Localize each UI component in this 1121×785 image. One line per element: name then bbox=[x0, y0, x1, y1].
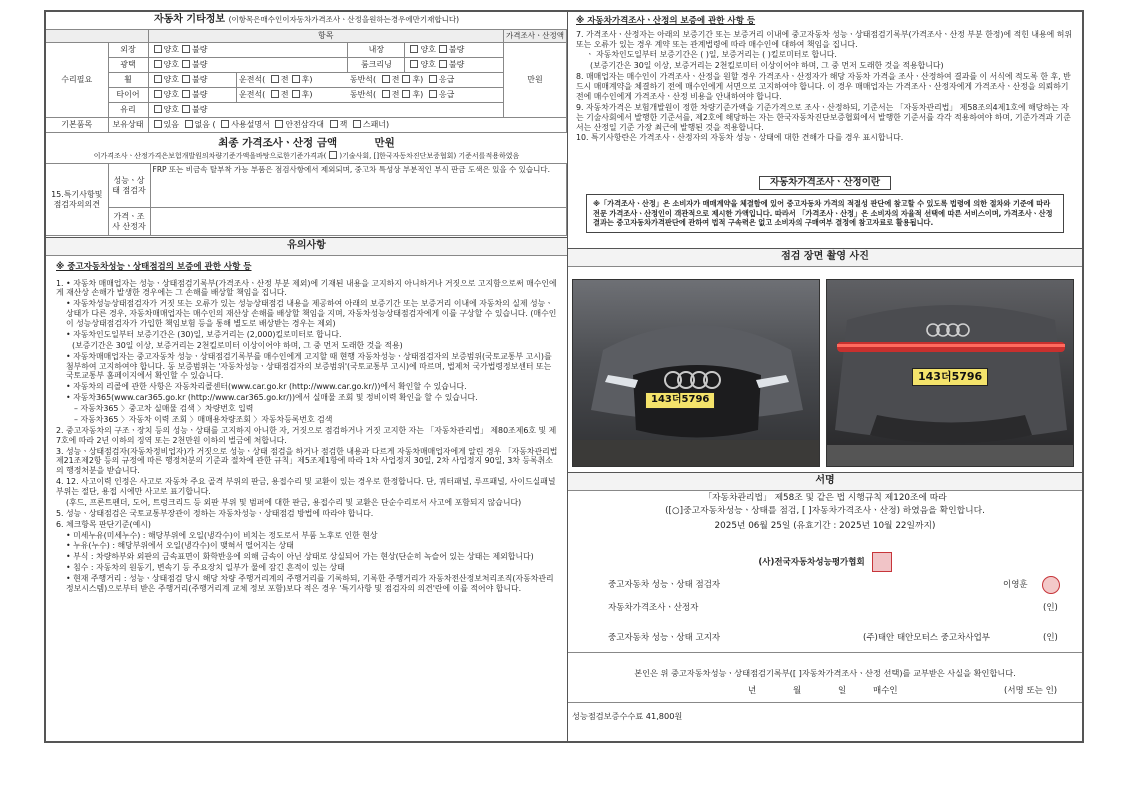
notice-item: 4. 12. 사고이력 인정은 사고로 자동차 주요 골격 부위의 판금, 용접수리 및 교환이 있는 경우로 한정합니다. 단, 쿼터패널, 루프패널, 사이드실패널 부위는 절단, 용접 시에만 사고로 표기합니다. bbox=[56, 477, 556, 496]
notice-item: • 미세누유(미세누수) : 해당부위에 오일(냉각수)이 비치는 정도로서 부품 노후로 인한 현상 bbox=[66, 530, 378, 540]
repair-needed-label: 수리필요 bbox=[46, 42, 108, 117]
wheel-driver-front-checkbox[interactable] bbox=[271, 75, 279, 83]
notice-item: • 누유(누수) : 해당부위에서 오일(냉각수)이 맺혀서 떨어지는 상태 bbox=[66, 541, 294, 551]
org-row bbox=[568, 552, 1082, 572]
wheel-good-checkbox[interactable] bbox=[154, 75, 162, 83]
notice-item: 6. 체크항목 판단기준(예시) bbox=[56, 519, 151, 529]
notice-item: • 자동차의 리콜에 관한 사항은 자동차리콜센터(www.car.go.kr (http://www.car.go.kr/))에서 확인할 수 있습니다. bbox=[66, 382, 467, 392]
interior-good-checkbox[interactable] bbox=[410, 45, 418, 53]
tire-good-checkbox[interactable] bbox=[154, 90, 162, 98]
guarantee-item: ㆍ 자동차인도일부터 보증기간은 ( )일, 보증거리는 ( )킬로미터로 합니다. bbox=[586, 50, 837, 60]
right-column: ※ 자동차가격조사ㆍ산정의 보증에 관한 사항 등 7. 가격조사ㆍ산정자는 아래의 보증기간 또는 보증거리 이내에 중고자동차 성능ㆍ상태점검기록부(가격조사ㆍ산정 부분 한정)에 적힌 내용에 허위 또는 오류가 있는 경우 계약 또는 관계법령에 따라 매수인에 대하여 책임을 집니다. ㆍ 자동차인도일부터 보증기간은 ( )일, 보증거리는 ( )킬로미터로 합니다. (보증기간은 30일 이상, 보증거리는 2천킬로미터 이상이어야 하며, 그 중 먼저 도래한 것을 적용합니다) 8. 매매업자는 매수인이 가격조사ㆍ산정을 원할 경우 가격조사ㆍ산정자가 해당 자동차 가격을 조사ㆍ산정하여 결과를 이 서식에 적도록 한 후, 반드시 매매계약을 체결하기 전에 매수인에게 서면으로 고지하여야 합니다. 이 경우 매매업자는 가격조사ㆍ산정자에게 가격조사ㆍ산정을 의뢰하기 전에 매수인에게 가격조사ㆍ산정 비용을 안내하여야 합니다. 9. 자동차가격은 보험개발원이 정한 차량기준가액을 기준가격으로 조사ㆍ산정하되, 기준서는 「자동차관리법」 제58조의4제1호에 해당하는 자는 기술사회에서 발행한 기준서를, 제2호에 해당하는 자는 한국자동차진단보증협회에서 발행한 기준서를 각각 적용하여야 하며, 기준가격과 기준서는 산정일 기준 가장 최근에 발행된 것을 적용합니다. 10. 특기사항란은 가격조사ㆍ산정자의 자동차 성능ㆍ상태에 대한 견해가 다를 경우 표시합니다. 자동차가격조사ㆍ산정이란 ※「가격조사ㆍ산정」은 소비자가 매매계약을 체결함에 있어 중고자동차 가격의 적절성 판단에 참고할 수 있도록 법령에 의한 절차와 기준에 따라 전문 가격조사ㆍ산정인이 객관적으로 제시한 가액입니다. 따라서 「가격조사ㆍ산정」은 소비자의 자율적 선택에 따른 서비스이며, 가격조사ㆍ산정 결과는 중고자동차가격판단에 관하여 법적 구속력은 없고 소비자의 구매여부 결정에 참고자료로 활용됩니다. 점검 장면 촬영 사진 143더5796 143더5796 서명 「자동차관리법」 제58조 및 같은 법 시행규칙 제120조에 따라 ([○]중고자동차성능ㆍ상태를 점검, [ ]자동차가격조사ㆍ산정) 하였음을 확인합니다. 2025년 06월 25일 (유효기간 : 2025년 10월 22일까지) (사)전국자동차성능평가협회 중고자동차 성능ㆍ상태 점검자 이영훈 자동차가격조사ㆍ산정자 (인) 중고자동차 성능ㆍ상태 고지자 (주)태안 태안모터스 중고차사업부 (인) 본인은 위 중고자동차성능ㆍ상태점검기록부([ ]자동차가격조사ㆍ산정 선택)를 교부받은 사실을 확인합니다. 년 월 일 매수인 (서명 또는 인) 성능점검보증수수료 41,800원 bbox=[568, 12, 1082, 741]
notice-item: • 자동차성능상태점검자가 거짓 또는 오류가 있는 성능상태점검 내용을 제공하여 아래의 보증기간 또는 보증거리 이내에 자동차의 실제 성능ㆍ상태가 다른 경우, 자동차매매업자는 매수인의 재산상 손해를 배상할 책임을 지며, 자동차성능상태점검자에게 이를 구상할 수 있습니다. (매수인이 성능상태점검자가 가입한 책임보험 등을 통해 별도로 배상받는 경우는 제외) bbox=[66, 299, 557, 328]
special-notes-label: 15.특기사항및 점검자의의견 bbox=[46, 164, 108, 236]
notice-item: 3. 성능ㆍ상태점검자(자동차정비업자)가 거짓으로 성능ㆍ상태 점검을 하거나 점검한 내용과 다르게 자동차매매업자에게 알린 경우 「자동차관리법 제21조제2항 등의 규정에 따른 행정처분의 기준과 절차에 관한 규칙」제5조제1항에 따라 1차 사업정지 30일, 2차 사업정지 90일, 3차 등록취소의 행정처분을 받습니다. bbox=[56, 446, 558, 476]
tire-emergency-checkbox[interactable] bbox=[429, 90, 437, 98]
exterior-bad-checkbox[interactable] bbox=[182, 45, 190, 53]
definition-title-wrap bbox=[568, 176, 1082, 190]
left-column bbox=[46, 12, 568, 741]
signature-title: 서명 bbox=[568, 472, 1082, 491]
price-guarantee-section bbox=[568, 12, 1082, 143]
notice-item: • 자동차매매업자는 중고자동차 성능ㆍ상태점검기록부를 매수인에게 고지할 때 현행 자동차성능ㆍ상태점검자의 보증범위(국토교통부 고시)를 첨부하여 고지하여야 합니다. 동 보증범위는 '자동차성능ㆍ상태점검자의 보증범위'(국토교통부 고시)에 따르며, 법제처 국가법령정보센터 또는 국토교통부 홈페이지에서 확인할 수 있습니다. bbox=[66, 351, 552, 381]
tire-passenger-rear-checkbox[interactable] bbox=[402, 90, 410, 98]
notice-item: • 자동차365(www.car365.go.kr (http://www.car365.go.kr/))에서 실매물 조회 및 정비이력 확인을 할 수 있습니다. bbox=[66, 393, 478, 403]
wheel-bad-checkbox[interactable] bbox=[182, 75, 190, 83]
tire-driver-rear-checkbox[interactable] bbox=[292, 90, 300, 98]
price-guarantee-heading: ※ 자동차가격조사ㆍ산정의 보증에 관한 사항 등 bbox=[576, 16, 756, 26]
notice-item: – 자동차365 〉자동차 이력 조회 〉매매용차량조회 〉자동차등록번호 검색 bbox=[74, 414, 333, 424]
interior-bad-checkbox[interactable] bbox=[439, 45, 447, 53]
other-info-title: 자동차 기타정보 (이항목은매수인이자동차가격조사ㆍ산정을원하는경우에만기재합니다) bbox=[153, 14, 460, 25]
wheel-driver-rear-checkbox[interactable] bbox=[292, 75, 300, 83]
wheel-emergency-checkbox[interactable] bbox=[429, 75, 437, 83]
guarantee-fee: 성능점검보증수수료 41,800원 bbox=[572, 711, 683, 721]
definition-title: 자동차가격조사ㆍ산정이란 bbox=[759, 176, 891, 190]
special-notes-table: 15.특기사항및 점검자의의견 성능ㆍ상태 점검자 FRP 또는 비금속 탈부착 가능 부품은 점검사항에서 제외되며, 중고차 특성상 부분적인 부식 판금 도색은 있을 수 있습니다. 가격ㆍ조사 산정자 bbox=[46, 163, 567, 236]
notice-item: • 침수 : 자동차의 원동기, 변속기 등 주요장치 일부가 물에 잠긴 흔적이 있는 상태 bbox=[66, 563, 345, 573]
signature-date: 2025년 06월 25일 (유효기간 : 2025년 10월 22일까지) bbox=[714, 521, 936, 532]
wheel-passenger-rear-checkbox[interactable] bbox=[402, 75, 410, 83]
notice-item: • 현재 주행거리 : 성능ㆍ상태점검 당시 해당 차량 주행거리계의 주행거리를 기록하되, 기록한 주행거리가 자동차전산정보처리조직(자동차관리정보시스템)으로부터 받은 주행거리(주행거리계 교체 정보 포함)보다 적은 경우 '특기사항 및 점검자의 의견'란에 이를 적어야 합니다. bbox=[66, 574, 554, 593]
inspector-seal-icon bbox=[1042, 576, 1060, 594]
spanner-checkbox[interactable] bbox=[353, 120, 361, 128]
glass-good-checkbox[interactable] bbox=[154, 105, 162, 113]
tire-passenger-front-checkbox[interactable] bbox=[382, 90, 390, 98]
room-bad-checkbox[interactable] bbox=[439, 60, 447, 68]
notice-item: • 자동차인도일부터 보증기간은 (30)일, 보증거리는 (2,000)킬로미터로 합니다. bbox=[66, 329, 342, 339]
possession-yes-checkbox[interactable] bbox=[154, 120, 162, 128]
rear-inspection-photo bbox=[826, 279, 1074, 467]
notice-item: 5. 성능ㆍ상태점검은 국토교통부장관이 정하는 자동차성능ㆍ상태점검 방법에 따라야 합니다. bbox=[56, 508, 374, 518]
guarantee-item: 10. 특기사항란은 가격조사ㆍ산정자의 자동차 성능ㆍ상태에 대한 견해가 다를 경우 표시합니다. bbox=[576, 133, 904, 143]
rear-plate: 143더5796 bbox=[912, 368, 988, 386]
notice-heading: ※ 중고자동차성능ㆍ상태점검의 보증에 관한 사항 등 bbox=[56, 261, 252, 272]
definition-text: ※「가격조사ㆍ산정」은 소비자가 매매계약을 체결함에 있어 중고자동차 가격의 적절성 판단에 참고할 수 있도록 법령에 의한 절차와 기준에 따라 전문 가격조사ㆍ산정인이 객관적으로 제시한 가액입니다. 따라서 「가격조사ㆍ산정」은 소비자의 자율적 선택에 따른 서비스이며, 가격조사ㆍ산정 결과는 중고자동차가격판단에 관하여 법적 구속력은 없고 소비자의 구매여부 결정에 참고자료로 활용됩니다. bbox=[586, 194, 1064, 233]
notice-title: 유의사항 bbox=[46, 237, 567, 256]
guarantee-item: (보증기간은 30일 이상, 보증거리는 2천킬로미터 이상이어야 하며, 그 중 먼저 도래한 것을 적용합니다) bbox=[590, 61, 944, 71]
notice-item: – 자동차365 〉중고차 실매물 검색 〉차량번호 입력 bbox=[74, 404, 254, 413]
other-info-table: 항목 가격조사ㆍ산정액 수리필요 외장 양호 불량 내장 양호 불량 만원 광택 양호 불량 룸크리닝 양호 불량 휠 양호 불량 운전석( 전 후) 동반석( 전 후) 응급 타이어 양호 불량 운전석( 전 후) 동반석( 전 후) 응급 유리 양호 불량 기본품목 보유상태 있음 없음 ( 사용설명서 안전삼각대 잭 스패너) bbox=[46, 29, 567, 133]
org-seal-icon bbox=[872, 552, 892, 572]
glass-bad-checkbox[interactable] bbox=[182, 105, 190, 113]
notice-body bbox=[46, 256, 567, 594]
notice-item: 1. • 자동차 매매업자는 성능ㆍ상태점검기록부(가격조사ㆍ산정 부분 제외)에 기재된 내용을 고지하지 아니하거나 거짓으로 고지함으로써 매수인에게 재산상 손해가 발생한 경우에는 그 손해를 배상할 책임을 집니다. bbox=[56, 278, 557, 298]
definition-box-wrap bbox=[568, 194, 1082, 233]
org-name: (사)전국자동차성능평가협회 bbox=[758, 557, 865, 568]
exterior-good-checkbox[interactable] bbox=[154, 45, 162, 53]
jack-checkbox[interactable] bbox=[330, 120, 338, 128]
front-inspection-photo bbox=[572, 279, 820, 467]
tire-driver-front-checkbox[interactable] bbox=[271, 90, 279, 98]
manual-checkbox[interactable] bbox=[221, 120, 229, 128]
wheel-passenger-front-checkbox[interactable] bbox=[382, 75, 390, 83]
front-plate: 143더5796 bbox=[645, 392, 715, 409]
appraiser-opinion[interactable] bbox=[150, 208, 567, 236]
notice-item: 2. 중고자동차의 구조ㆍ장치 등의 성능ㆍ상태를 고지하지 아니한 자, 거짓으로 점검하거나 거짓 고지한 자는 「자동차관리법」 제80조제6호 및 제7호에 따라 2년 이하의 징역 또는 2천만원 이하의 벌금에 처합니다. bbox=[56, 425, 557, 445]
inspector-opinion: FRP 또는 비금속 탈부착 가능 부품은 점검사항에서 제외되며, 중고차 특성상 부분적인 부식 판금 도색은 있을 수 있습니다. bbox=[150, 164, 567, 208]
gloss-bad-checkbox[interactable] bbox=[182, 60, 190, 68]
possession-no-checkbox[interactable] bbox=[185, 120, 193, 128]
receipt-confirmation: 본인은 위 중고자동차성능ㆍ상태점검기록부([ ]자동차가격조사ㆍ산정 선택)를 교부받은 사실을 확인합니다. bbox=[634, 668, 1016, 678]
photo-title: 점검 장면 촬영 사진 bbox=[568, 248, 1082, 267]
notice-item: • 부식 : 차량하부와 외판의 금속표면이 화학반응에 의해 금속이 아닌 상태로 상실되어 가는 현상(단순히 녹슬어 있는 상태는 제외합니다) bbox=[66, 552, 534, 562]
inspector-name: 이영훈 bbox=[1003, 580, 1028, 590]
inspection-record-page bbox=[44, 10, 1084, 743]
final-price-row: 최종 가격조사ㆍ산정 금액 만원 bbox=[218, 136, 395, 149]
guarantee-item: 8. 매매업자는 매수인이 가격조사ㆍ산정을 원할 경우 가격조사ㆍ산정자가 해당 자동차 가격을 조사ㆍ산정하여 결과를 이 서식에 적도록 한 후, 반드시 매매계약을 체결하기 전에 매수인에게 서면으로 고지하여야 합니다. 이 경우 매매업자는 가격조사ㆍ산정자에게 가격조사ㆍ산정을 의뢰하기 전에 매수인에게 가격조사ㆍ산정 비용을 안내하여야 합니다. bbox=[576, 72, 1071, 101]
guarantee-item: 7. 가격조사ㆍ산정자는 아래의 보증기간 또는 보증거리 이내에 중고자동차 성능ㆍ상태점검기록부(가격조사ㆍ산정 부분 한정)에 적힌 내용에 허위 또는 오류가 있는 경우 계약 또는 관계법령에 따라 매수인에 대하여 책임을 집니다. bbox=[576, 29, 1073, 49]
notice-item: (보증기간은 30일 이상, 보증거리는 2천킬로미터 이상이어야 하며, 그 중 먼저 도래한 것을 적용) bbox=[72, 340, 403, 350]
guarantee-item: 9. 자동차가격은 보험개발원이 정한 차량기준가액을 기준가격으로 조사ㆍ산정하되, 기준서는 「자동차관리법」 제58조의4제1호에 해당하는 자는 기술사회에서 발행한 기준서를, 제2호에 해당하는 자는 한국자동차진단보증협회에서 발행한 기준서를 각각 적용하여야 하며, 기준가격과 기준서는 산정일 기준 가장 최근에 발행된 것을 적용합니다. bbox=[576, 102, 1071, 132]
tire-bad-checkbox[interactable] bbox=[182, 90, 190, 98]
room-good-checkbox[interactable] bbox=[410, 60, 418, 68]
triangle-checkbox[interactable] bbox=[275, 120, 283, 128]
notifier-name: (주)태안 태안모터스 중고차사업부 bbox=[863, 633, 990, 643]
signature-statement: 「자동차관리법」 제58조 및 같은 법 시행규칙 제120조에 따라 ([○]중고자동차성능ㆍ상태를 점검, [ ]자동차가격조사ㆍ산정) 하였음을 확인합니다. 2025년 06월 25일 (유효기간 : 2025년 10월 22일까지) bbox=[568, 492, 1082, 534]
front-car-illustration bbox=[573, 280, 820, 467]
final-price-note: 이가격조사ㆍ산정가격은보험개발원의차량기준가액을바탕으로한기준가격과( )기술사회, []한국자동차진단보증협회) 기준서를적용하였음 bbox=[93, 151, 520, 160]
notice-item: (후드, 프론트펜더, 도어, 트렁크리드 등 외판 부위 및 범퍼에 대한 판금, 용접수리 및 교환은 단순수리로서 사고에 포함되지 않습니다) bbox=[66, 497, 522, 507]
gloss-good-checkbox[interactable] bbox=[154, 60, 162, 68]
